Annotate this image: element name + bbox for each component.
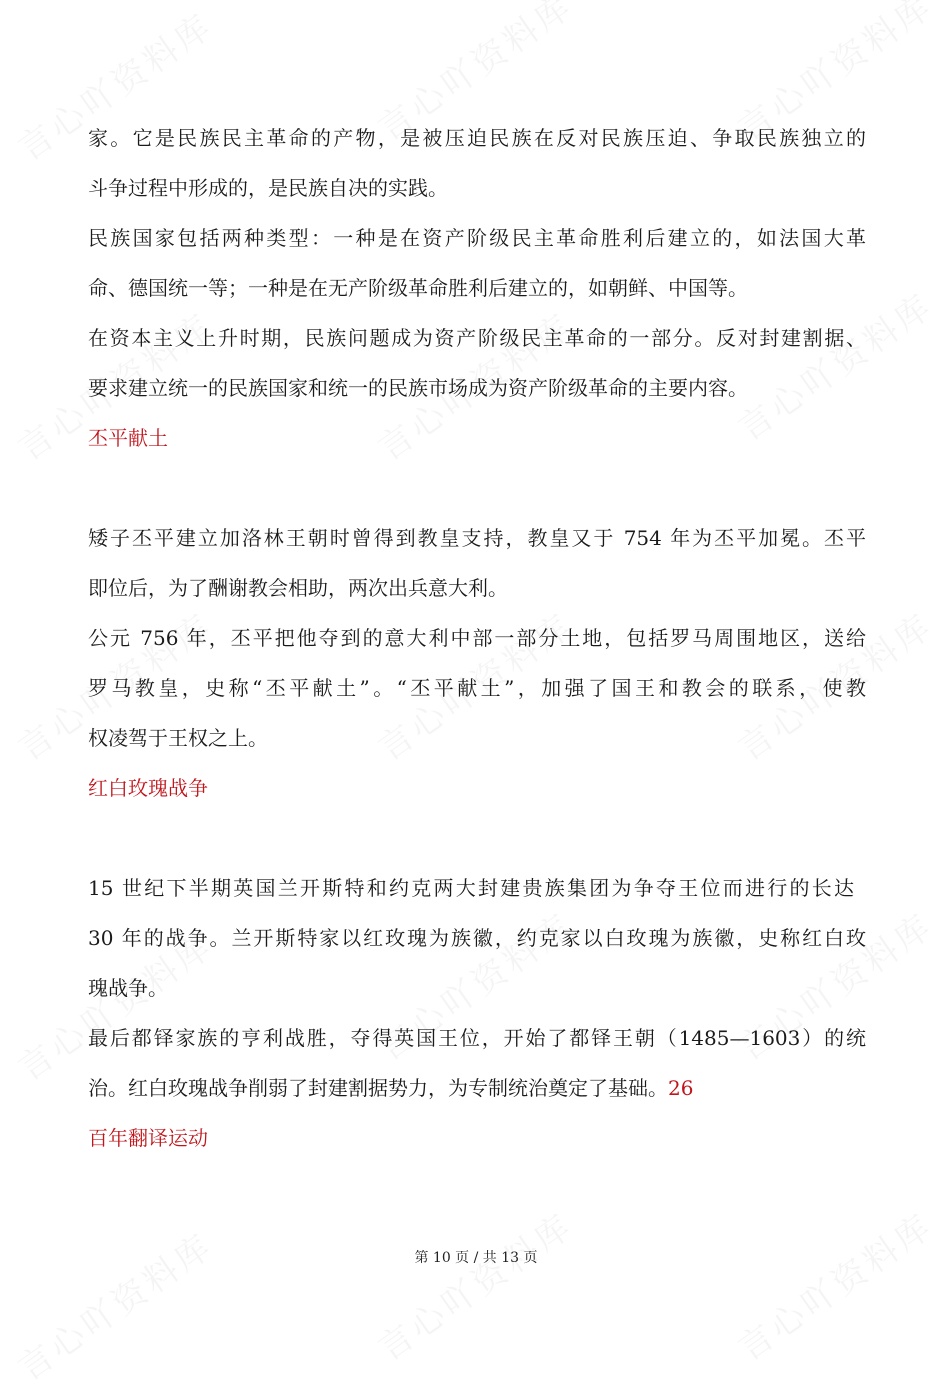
watermark-text	[727, 1199, 942, 1370]
paragraph-line: 家。它是民族民主革命的产物，是被压迫民族在反对民族压迫、争取民族独立的	[88, 126, 866, 150]
paragraph-line: 斗争过程中形成的，是民族自决的实践。	[88, 176, 448, 200]
paragraph-line: 罗马教皇，史称“丕平献土”。“丕平献土”，加强了国王和教会的联系，使教	[88, 676, 866, 700]
page-footer: 第 10 页 / 共 13 页	[414, 1250, 538, 1266]
paragraph-line: 最后都铎家族的亨利战胜，夺得英国王位，开始了都铎王朝（1485—1603）的统	[88, 1026, 866, 1050]
paragraph-line: 矮子丕平建立加洛林王朝时曾得到教皇支持，教皇又于 754 年为丕平加冕。丕平	[88, 526, 866, 550]
annotation-number: 26	[668, 1076, 694, 1100]
paragraph-line: 即位后，为了酬谢教会相助，两次出兵意大利。	[88, 576, 508, 600]
watermark-text	[7, 1219, 222, 1390]
section-heading: 红白玫瑰战争	[88, 776, 208, 800]
section-heading: 百年翻译运动	[88, 1126, 208, 1150]
paragraph-line	[88, 1074, 866, 1102]
paragraph-line: 民族国家包括两种类型：一种是在资产阶级民主革命胜利后建立的，如法国大革	[88, 226, 866, 250]
paragraph-line: 命、德国统一等；一种是在无产阶级革命胜利后建立的，如朝鲜、中国等。	[88, 276, 748, 300]
paragraph-line: 瑰战争。	[88, 976, 168, 1000]
paragraph-line: 在资本主义上升时期，民族问题成为资产阶级民主革命的一部分。反对封建割据、	[88, 326, 866, 350]
paragraph-line: 15 世纪下半期英国兰开斯特和约克两大封建贵族集团为争夺王位而进行的长达	[88, 876, 854, 900]
watermark-text	[367, 1199, 582, 1370]
section-heading: 丕平献土	[88, 426, 168, 450]
paragraph-line: 要求建立统一的民族国家和统一的民族市场成为资产阶级革命的主要内容。	[88, 376, 748, 400]
paragraph-text: 治。红白玫瑰战争削弱了封建割据势力，为专制统治奠定了基础。	[88, 1076, 668, 1100]
paragraph-line: 30 年的战争。兰开斯特家以红玫瑰为族徽，约克家以白玫瑰为族徽，史称红白玫	[88, 926, 866, 950]
paragraph-line: 公元 756 年，丕平把他夺到的意大利中部一部分土地，包括罗马周围地区，送给	[88, 626, 866, 650]
paragraph-line: 权凌驾于王权之上。	[88, 726, 268, 750]
